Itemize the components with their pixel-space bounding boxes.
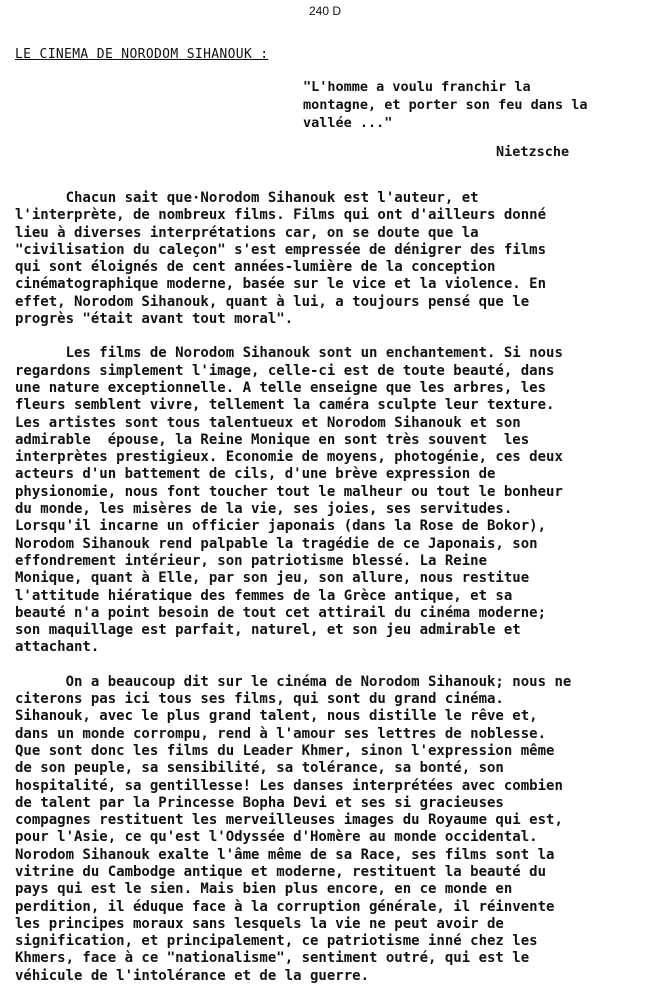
text-line: signification, et principalement, ce patriotisme inné chez les [15, 933, 538, 950]
epigraph-line: vallée ..." [303, 115, 393, 131]
text-line: progrès "était avant tout moral". [15, 311, 294, 328]
text-line: hospitalité, sa gentillesse! Les danses interprétées avec combien [15, 777, 563, 794]
text-line: Khmers, face à ce "nationalisme", sentiment outré, qui est le [15, 950, 530, 967]
text-line: Monique, quant à Elle, par son jeu, son allure, nous restitue [15, 570, 530, 587]
text-line: pour l'Asie, ce qu'est l'Odyssée d'Homère au monde occidental. [15, 829, 538, 846]
text-line: effet, Norodom Sihanouk, quant à lui, a toujours pensé que le [15, 293, 530, 310]
text-line: acteurs d'un battement de cils, d'une brève expression de [15, 466, 496, 483]
text-line: pays qui est le sien. Mais bien plus encore, en ce monde en [15, 881, 513, 898]
text-line: "civilisation du caleçon" s'est empressée de dénigrer des films [15, 241, 547, 258]
paragraph [15, 190, 645, 328]
text-line: Norodom Sihanouk exalte l'âme même de sa Race, ses films sont la [15, 846, 555, 863]
text-line: Chacun sait que·Norodom Sihanouk est l'auteur, et [15, 190, 479, 206]
text-line: On a beaucoup dit sur le cinéma de Norodom Sihanouk; nous ne [15, 673, 572, 690]
paragraph [15, 345, 645, 656]
text-line: admirable épouse, la Reine Monique en sont très souvent les [15, 431, 530, 448]
text-line: de son peuple, sa sensibilité, sa tolérance, sa bonté, son [15, 760, 504, 777]
text-line: regardons simplement l'image, celle-ci est de toute beauté, dans [15, 362, 555, 379]
text-line: vitrine du Cambodge antique et moderne, restituent la beauté du [15, 863, 547, 880]
epigraph-quote [303, 78, 587, 132]
text-line: l'interprète, de nombreux films. Films qui ont d'ailleurs donné [15, 207, 547, 224]
text-line: véhicule de l'intolérance et de la guerre. [15, 967, 370, 984]
text-line: dans un monde corrompu, rend à l'amour ses lettres de noblesse. [15, 725, 547, 742]
text-line: Sihanouk, avec le plus grand talent, nous distille le rêve et, [15, 708, 538, 725]
text-line: Lorsqu'il incarne un officier japonais (dans la Rose de Bokor), [15, 518, 547, 535]
text-line: beauté n'a point besoin de tout cet attirail du cinéma moderne; [15, 604, 547, 621]
text-line: Les artistes sont tous talentueux et Norodom Sihanouk et son [15, 414, 521, 431]
text-line: lieu à diverses interprétations car, on se doute que la [15, 224, 479, 241]
epigraph-line: "L'homme a voulu franchir la [303, 79, 531, 95]
text-line: compagnes restituent les merveilleuses images du Royaume qui est, [15, 812, 563, 829]
epigraph-line: montagne, et porter son feu dans la [303, 97, 588, 113]
text-line: physionomie, nous font toucher tout le malheur ou tout le bonheur [15, 483, 563, 500]
document-title: LE CINEMA DE NORODOM SIHANOUK : [15, 47, 269, 62]
page-number: 240 D [308, 4, 342, 18]
text-line: Norodom Sihanouk rend palpable la tragédie de ce Japonais, son [15, 535, 538, 552]
text-line: citerons pas ici tous ses films, qui sont du grand cinéma. [15, 691, 504, 708]
text-line: une nature exceptionnelle. A telle enseigne que les arbres, les [15, 379, 547, 396]
text-line: fleurs semblent vivre, tellement la caméra sculpte leur texture. [15, 397, 555, 414]
text-line: perdition, il éduque face à la corruption générale, il réinvente [15, 898, 555, 915]
text-line: son maquillage est parfait, naturel, et son jeu admirable et [15, 622, 521, 639]
text-line: attachant. [15, 639, 100, 656]
text-line: effondrement intérieur, son patriotisme blessé. La Reine [15, 552, 488, 569]
epigraph-author: Nietzsche [496, 144, 570, 160]
paragraph [15, 674, 645, 985]
text-line: interprètes prestigieux. Economie de moyens, photogénie, ces deux [15, 449, 563, 466]
text-line: de talent par la Princesse Bopha Devi et ses si gracieuses [15, 794, 504, 811]
text-line: l'attitude hiératique des femmes de la Grèce antique, et sa [15, 587, 513, 604]
body-text [15, 190, 645, 985]
text-line: les principes moraux sans lesquels la vie ne peut avoir de [15, 915, 504, 932]
text-line: qui sont éloignés de cent années-lumière de la conception [15, 259, 496, 276]
text-line: Les films de Norodom Sihanouk sont un enchantement. Si nous [15, 345, 563, 362]
text-line: du monde, les misères de la vie, ses joies, ses servitudes. [15, 501, 513, 518]
text-line: cinématographique moderne, basée sur le vice et la violence. En [15, 276, 547, 293]
text-line: Que sont donc les films du Leader Khmer, sinon l'expression même [15, 742, 555, 759]
